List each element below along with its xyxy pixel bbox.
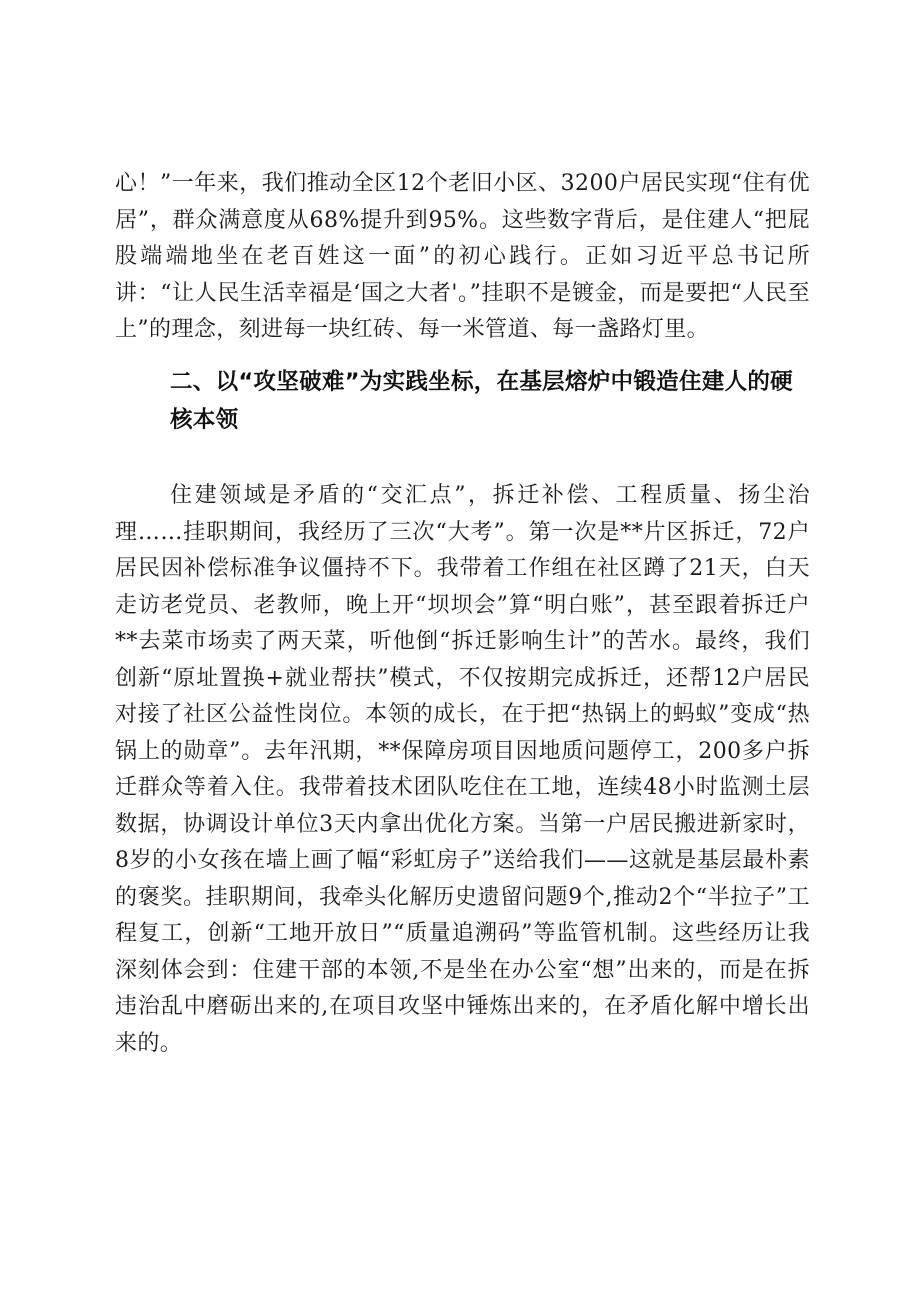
section-heading	[115, 363, 815, 439]
paragraph-text: 住建领域是矛盾的“交汇点”，拆迁补偿、工程质量、扬尘治理……挂职期间，我经历了三次“大考”。第一次是**片区拆迁，72户居民因补偿标准争议僵持不下。我带着工作组在社区蹲了21天，白天走访老党员、老教师，晚上开“坝坝会”算“明白账”，甚至跟着拆迁户**去菜市场卖了两天菜，听他倒“拆迁影响生计”的苦水。最终，我们创新“原址置换+就业帮扶”模式，不仅按期完成拆迁，还帮12户居民对接了社区公益性岗位。本领的成长，在于把“热锅上的蚂蚁”变成“热锅上的勋章”。去年汛期，**保障房项目因地质问题停工，200多户拆迁群众等着入住。我带着技术团队吃住在工地，连续48小时监测土层数据，协调设计单位3天内拿出优化方案。当第一户居民搬进新家时，8岁的小女孩在墙上画了幅“彩虹房子”送给我们——这就是基层最朴素的褒奖。挂职期间，我牵头化解历史遗留问题9个,推动2个“半拉子”工程复工，创新“工地开放日”“质量追溯码”等监管机制。这些经历让我深刻体会到：住建干部的本领,不是坐在办公室“想”出来的，而是在拆违治乱中磨砺出来的,在项目攻坚中锤炼出来的，在矛盾化解中增长出来的。	[115, 483, 810, 1056]
section-heading-text: 二、以“攻坚破难”为实践坐标，在基层熔炉中锻造住建人的硬核本领	[170, 369, 793, 433]
paragraph-text: 心！”一年来，我们推动全区12个老旧小区、3200户居民实现“住有优居”，群众满意度从68%提升到95%。这些数字背后，是住建人“把屁股端端地坐在老百姓这一面”的初心践行。正如习近平总书记所讲：“让人民生活幸福是‘国之大者'。”挂职不是镀金，而是要把“人民至上”的理念，刻进每一块红砖、每一米管道、每一盏路灯里。	[115, 171, 810, 342]
paragraph-continued	[115, 166, 810, 349]
paragraph-body	[115, 478, 810, 1062]
